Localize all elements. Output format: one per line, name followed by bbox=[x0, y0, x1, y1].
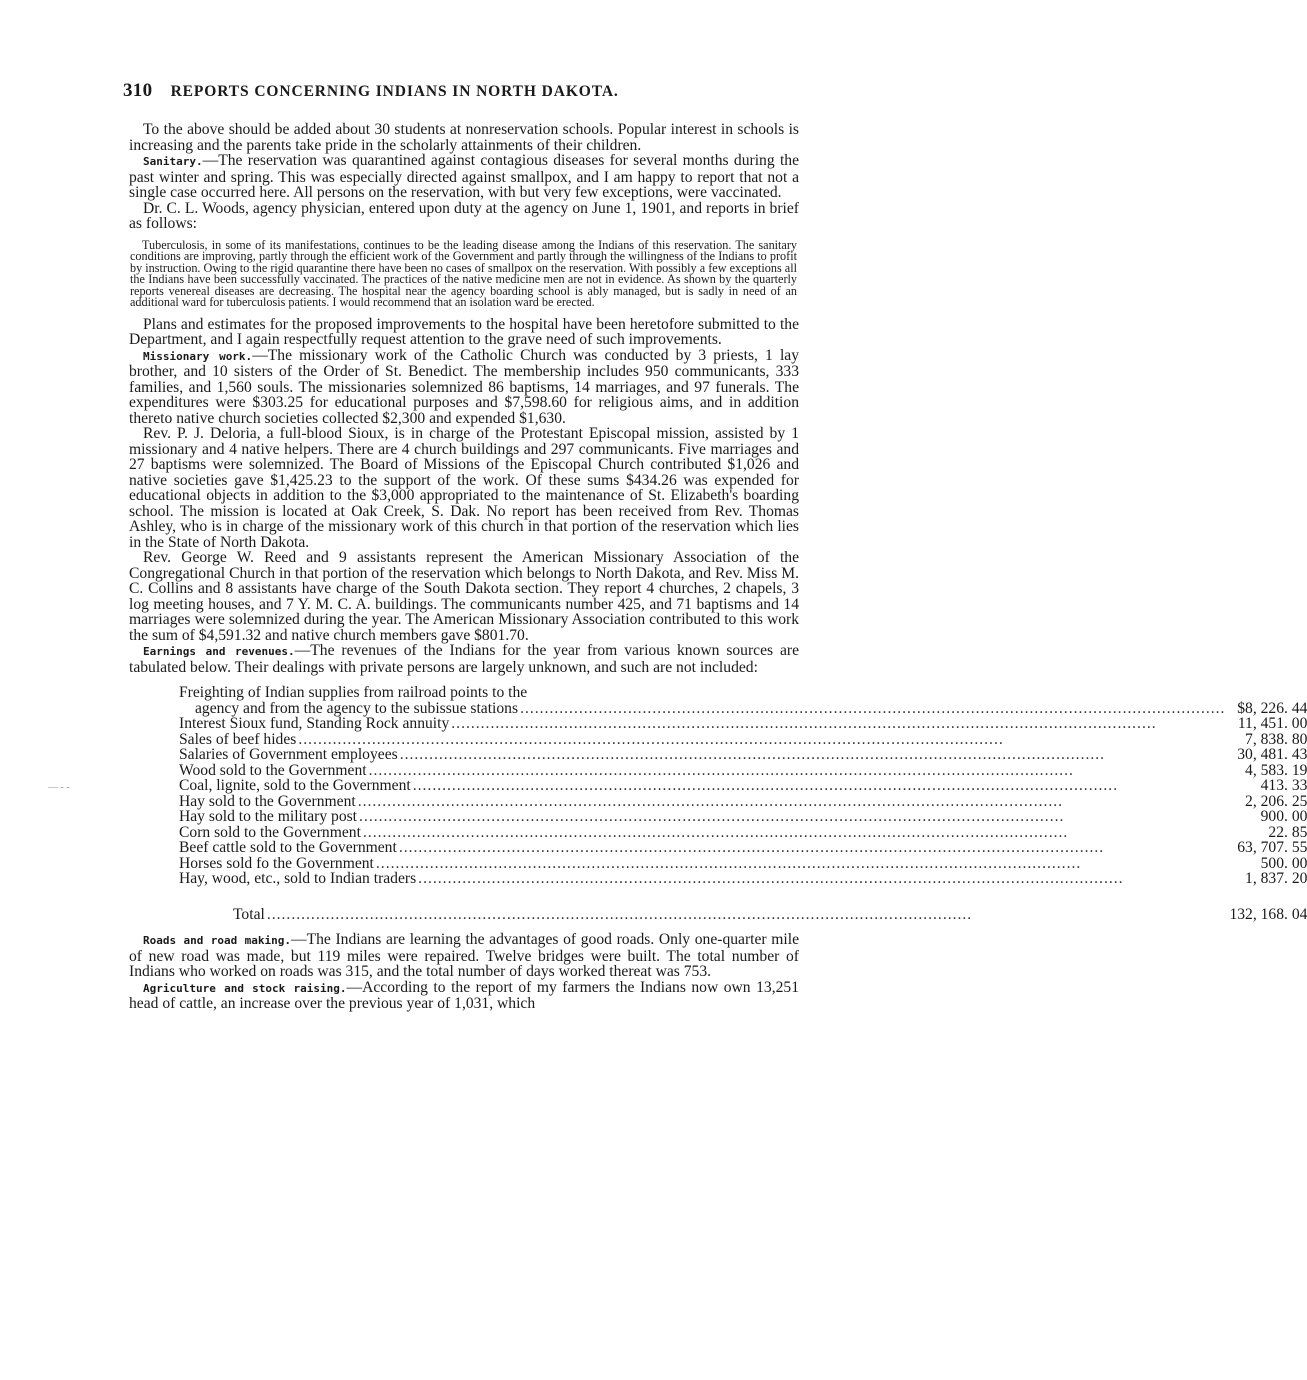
paragraph-students: To the above should be added about 30 students at nonreservation schools. Popular interest in schools is increasing and the parents take pride in the scholarly attainments of their children. bbox=[129, 121, 799, 154]
total-amount: 132, 168. 04 bbox=[1229, 905, 1307, 923]
table-row bbox=[179, 732, 1307, 748]
dot-leader bbox=[413, 778, 1226, 794]
roads-text: —The Indians are learning the advantages of good roads. Only one-quarter mile of new road was made, but 119 miles were repaired. Twelve bridges were built. The total number of Indians who worked on roads was 315, and the total number of days worked thereat was 753. bbox=[129, 931, 799, 980]
revenue-label: Hay sold to the Government bbox=[179, 792, 356, 810]
revenue-amount: 2, 206. 25 bbox=[1245, 792, 1307, 810]
table-row bbox=[179, 809, 1307, 825]
dot-leader bbox=[451, 716, 1225, 732]
dot-leader bbox=[369, 763, 1226, 779]
table-row bbox=[179, 825, 1307, 841]
total-label: Total bbox=[233, 905, 265, 923]
revenue-amount: 63, 707. 55 bbox=[1237, 839, 1307, 856]
dot-leader bbox=[298, 732, 1225, 748]
revenue-label-line2: agency and from the agency to the subissue stations bbox=[195, 699, 519, 717]
lead-agriculture: Agriculture and stock raising. bbox=[143, 981, 347, 995]
body-text bbox=[129, 121, 1307, 1012]
paragraph-plans: Plans and estimates for the proposed improvements to the hospital have been heretofore submitted to the Department, and I again respectfully request attention to the grave need of such improvements. bbox=[129, 315, 799, 348]
table-row bbox=[179, 778, 1307, 794]
paragraph-agriculture bbox=[129, 980, 799, 1012]
page-header bbox=[123, 80, 763, 102]
table-row bbox=[179, 763, 1307, 779]
paragraph-missionary bbox=[129, 348, 799, 427]
paragraph-reed: Rev. George W. Reed and 9 assistants represent the American Missionary Association of the Congregational Church in that portion of the reservation which belongs to North Dakota, and Rev. Miss M. C. Collins and 8 assistants have charge of the South Dakota section. They report 4 churches, 2 chapels, 3 log meeting houses, and 7 Y. M. C. A. buildings. The communicants number 425, and 71 baptisms and 14 marriages were solemnized during the year. The American Missionary Association contributed to this work the sum of $4,591.32 and native church members gave $801.70. bbox=[129, 549, 799, 644]
earnings-text: —The revenues of the Indians for the year from various known sources are tabulated below. Their dealings with private persons are largely unknown, and such are not included: bbox=[129, 642, 799, 676]
dot-leader bbox=[520, 701, 1225, 717]
revenue-label: Corn sold to the Government bbox=[179, 823, 361, 841]
revenue-label: Salaries of Government employees bbox=[179, 746, 398, 763]
dot-leader bbox=[399, 840, 1226, 856]
lead-missionary: Missionary work. bbox=[143, 349, 253, 363]
paragraph-roads bbox=[129, 932, 799, 980]
lead-roads: Roads and road making. bbox=[143, 934, 291, 947]
revenue-label: Horses sold fo the Government bbox=[179, 854, 374, 872]
table-row bbox=[179, 840, 1307, 856]
dot-leader bbox=[418, 871, 1225, 887]
revenue-amount: 4, 583. 19 bbox=[1245, 761, 1307, 779]
revenue-amount: 900. 00 bbox=[1260, 808, 1307, 825]
revenue-label: Sales of beef hides bbox=[179, 730, 297, 748]
dot-leader bbox=[363, 825, 1226, 841]
table-row bbox=[179, 794, 1307, 810]
quote-text: Tuberculosis, in some of its manifestations, continues to be the leading disease among the Indians of this reservation. The sanitary conditions are improving, partly through the efficient work of the Government and partly through the willingness of the Indians to profit by instruction. Owing to the rigid quarantine there have been no cases of smallpox on the reservation. With possibly a few exceptions all the Indians have been successfully vaccinated. The practices of the native medicine men are not in evidence. As shown by the quarterly reports venereal diseases are decreasing. The hospital near the agency boarding school is ably managed, but is sadly in need of an additional ward for tuberculosis patients. I would recommend that an isolation ward be erected. bbox=[130, 237, 797, 309]
table-row bbox=[179, 716, 1307, 732]
lead-earnings: Earnings and revenues. bbox=[143, 645, 295, 658]
revenue-amount: 413. 33 bbox=[1260, 777, 1307, 794]
revenue-label-line1: Freighting of Indian supplies from railroad points to the bbox=[179, 684, 528, 701]
paragraph-sanitary bbox=[129, 153, 799, 201]
revenue-amount: 30, 481. 43 bbox=[1237, 746, 1307, 763]
total-row bbox=[179, 887, 1307, 923]
revenue-table bbox=[179, 685, 1307, 922]
dot-leader bbox=[358, 794, 1226, 810]
revenue-amount: 7, 838. 80 bbox=[1245, 730, 1307, 748]
revenue-label: Hay sold to the military post bbox=[179, 808, 358, 825]
paragraph-woods: Dr. C. L. Woods, agency physician, entered upon duty at the agency on June 1, 1901, and reports in brief as follows: bbox=[129, 199, 799, 232]
revenue-label bbox=[179, 685, 1229, 716]
paragraph-earnings bbox=[129, 643, 799, 675]
agriculture-text: —According to the report of my farmers the Indians now own 13,251 head of cattle, an increase over the previous year of 1,031, which bbox=[129, 978, 799, 1012]
physician-quote bbox=[130, 237, 797, 309]
revenue-amount: $8, 226. 44 bbox=[1237, 699, 1307, 717]
revenue-label: Hay, wood, etc., sold to Indian traders bbox=[179, 870, 417, 887]
lead-sanitary: Sanitary. bbox=[143, 155, 203, 168]
revenue-amount: 22. 85 bbox=[1268, 823, 1307, 841]
dot-leader bbox=[376, 856, 1226, 872]
dot-leader bbox=[400, 747, 1226, 763]
revenue-amount: 11, 451. 00 bbox=[1237, 715, 1307, 732]
paragraph-deloria: Rev. P. J. Deloria, a full-blood Sioux, is in charge of the Protestant Episcopal mission, assisted by 1 missionary and 4 native helpers. There are 4 church buildings and 297 communicants. Five marriages and 27 baptisms were solemnized. The Board of Missions of the Episcopal Church contributed $1,026 and native societies gave $1,425.23 to the support of the work. Of these sums $434.26 was expended for educational objects in addition to the $3,000 appropriated to the maintenance of St. Elizabeth's boarding school. The mission is located at Oak Creek, S. Dak. No report has been received from Rev. Thomas Ashley, who is in charge of the missionary work of this church in that portion of the reservation which lies in the State of North Dakota. bbox=[129, 425, 799, 551]
revenue-label: Coal, lignite, sold to the Government bbox=[179, 777, 411, 794]
revenue-label: Wood sold to the Government bbox=[179, 761, 367, 779]
dot-leader bbox=[267, 907, 1226, 923]
revenue-label: Interest Sioux fund, Standing Rock annuity bbox=[179, 715, 450, 732]
missionary-text: —The missionary work of the Catholic Church was conducted by 3 priests, 1 lay brother, and 10 sisters of the Order of St. Benedict. The membership includes 950 communicants, 333 families, and 1,560 souls. The missionaries solemnized 86 baptisms, 14 marriages, and 97 funerals. The expenditures were $303.25 for educational purposes and $7,598.60 for religious aims, and in addition thereto native church societies collected $2,300 and expended $1,630. bbox=[129, 346, 799, 427]
sanitary-text: —The reservation was quarantined against contagious diseases for several months during the past winter and spring. This was especially directed against smallpox, and I am happy to report that not a single case occurred here. All persons on the reservation, with but very few exceptions, were vaccinated. bbox=[129, 152, 799, 201]
margin-mark: — - - bbox=[48, 782, 70, 793]
page-number: 310 bbox=[123, 80, 153, 101]
table-row bbox=[179, 685, 1307, 716]
revenue-amount: 500. 00 bbox=[1260, 854, 1307, 872]
revenue-amount: 1, 837. 20 bbox=[1245, 870, 1307, 887]
table-row bbox=[179, 747, 1307, 763]
table-row bbox=[179, 856, 1307, 872]
revenue-label: Beef cattle sold to the Government bbox=[179, 839, 397, 856]
dot-leader bbox=[359, 809, 1225, 825]
table-row bbox=[179, 871, 1307, 887]
running-title: REPORTS CONCERNING INDIANS IN NORTH DAKOTA. bbox=[170, 83, 619, 100]
